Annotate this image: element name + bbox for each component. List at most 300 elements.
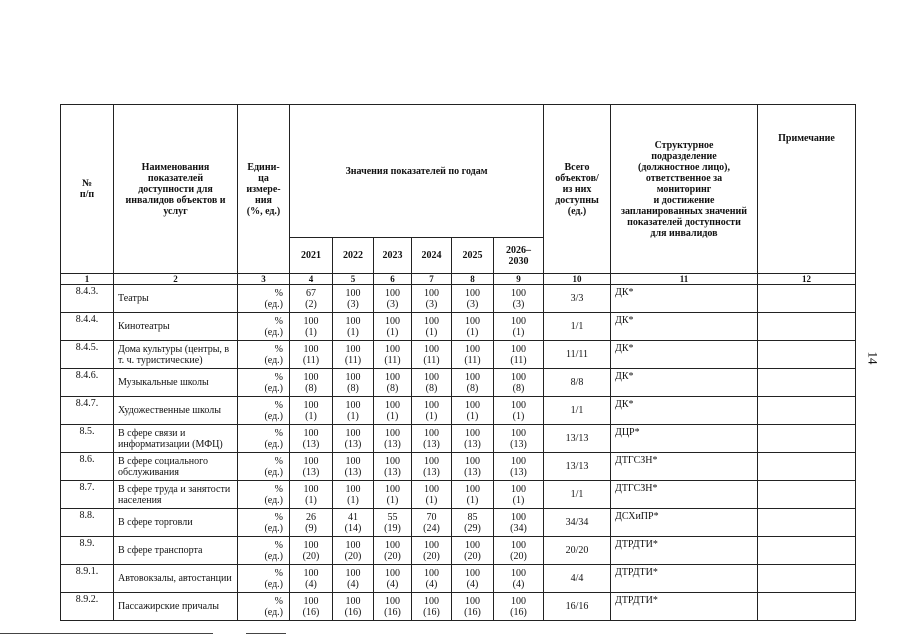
header-dept (611, 105, 758, 274)
cell-line: 55 (387, 511, 398, 523)
cell-line: (20) (464, 550, 481, 562)
value-cell (412, 453, 452, 481)
cell-line: (1) (386, 326, 399, 338)
cell-line: (9) (305, 522, 317, 534)
cell-line: (3) (386, 298, 399, 310)
column-number: 9 (494, 274, 544, 285)
note-cell (758, 341, 856, 369)
cell-line: (16) (344, 606, 362, 618)
header-name-text: Наименования показателей доступности для инвалидов объектов и услуг (125, 161, 226, 217)
note-cell (758, 565, 856, 593)
value-cell (374, 397, 412, 425)
cell-line: 85 (467, 511, 478, 523)
cell-line: (1) (512, 494, 525, 506)
value-cell (290, 565, 333, 593)
cell-line: (ед.) (264, 606, 283, 618)
value-cell (333, 397, 374, 425)
column-number: 1 (61, 274, 114, 285)
header-year (290, 238, 333, 274)
cell-line: % (274, 595, 283, 607)
cell-line: (11) (423, 354, 440, 366)
year-label: 2026– 2030 (506, 244, 531, 267)
indicator-name: Дома культуры (центры, в т. ч. туристические) (114, 341, 238, 369)
cell-line: (1) (425, 494, 438, 506)
cell-line: (1) (512, 326, 525, 338)
value-cell (412, 509, 452, 537)
value-cell (290, 509, 333, 537)
cell-line: 100 (424, 399, 439, 411)
department-cell: ДК* (611, 313, 758, 341)
row-number: 8.4.3. (61, 285, 114, 313)
value-cell (452, 369, 494, 397)
cell-line: 26 (306, 511, 316, 523)
cell-line: 100 (303, 595, 319, 607)
cell-line: (1) (305, 410, 317, 422)
cell-line: 100 (303, 567, 319, 579)
header-values-title-text: Значения показателей по годам (345, 165, 488, 177)
note-cell (758, 593, 856, 621)
unit-cell (238, 565, 290, 593)
cell-line: (20) (510, 550, 527, 562)
cell-line: (20) (344, 550, 362, 562)
cell-line: 100 (511, 595, 526, 607)
header-num-text: № п/п (79, 178, 95, 200)
row-number: 8.7. (61, 481, 114, 509)
cell-line: 100 (303, 399, 319, 411)
row-number: 8.9. (61, 537, 114, 565)
cell-line: 100 (424, 567, 439, 579)
unit-cell (238, 453, 290, 481)
department-cell: ДЦР* (611, 425, 758, 453)
header-year (374, 238, 412, 274)
cell-line: 100 (511, 315, 526, 327)
cell-line: 100 (345, 539, 361, 551)
cell-line: 100 (511, 287, 526, 299)
cell-line: (ед.) (264, 550, 283, 562)
cell-line: 100 (345, 483, 361, 495)
cell-line: 100 (465, 371, 480, 383)
value-cell (452, 565, 494, 593)
cell-line: 100 (345, 567, 361, 579)
table-row (61, 341, 856, 369)
unit-cell (238, 369, 290, 397)
cell-line: 100 (424, 315, 439, 327)
header-unit (238, 105, 290, 274)
department-cell: ДК* (611, 397, 758, 425)
cell-line: (11) (464, 354, 481, 366)
cell-line: (20) (384, 550, 401, 562)
cell-line: 100 (385, 455, 400, 467)
cell-line: (16) (464, 606, 481, 618)
value-cell (494, 313, 544, 341)
cell-line: (13) (384, 466, 401, 478)
column-number: 7 (412, 274, 452, 285)
cell-line: % (274, 511, 283, 523)
cell-line: (3) (466, 298, 479, 310)
cell-line: % (274, 427, 283, 439)
cell-line: 100 (465, 455, 480, 467)
cell-line: 100 (345, 455, 361, 467)
note-cell (758, 285, 856, 313)
column-number: 5 (333, 274, 374, 285)
value-cell (290, 341, 333, 369)
cell-line: 100 (345, 371, 361, 383)
cell-line: 100 (424, 455, 439, 467)
cell-line: 100 (424, 595, 439, 607)
value-cell (374, 565, 412, 593)
column-number: 10 (544, 274, 611, 285)
cell-line: (8) (347, 382, 359, 394)
cell-line: (19) (384, 522, 401, 534)
header-name (114, 105, 238, 274)
table-row (61, 425, 856, 453)
cell-line: 70 (426, 511, 437, 523)
cell-line: (ед.) (264, 298, 283, 310)
cell-line: 100 (303, 343, 319, 355)
value-cell (374, 313, 412, 341)
unit-cell (238, 285, 290, 313)
row-number: 8.4.4. (61, 313, 114, 341)
value-cell (412, 313, 452, 341)
value-cell (494, 425, 544, 453)
cell-line: 100 (511, 567, 526, 579)
cell-line: (8) (425, 382, 438, 394)
value-cell (333, 593, 374, 621)
value-cell (374, 425, 412, 453)
value-cell (494, 509, 544, 537)
total-cell: 13/13 (544, 425, 611, 453)
cell-line: (13) (510, 438, 527, 450)
indicator-name: В сфере транспорта (114, 537, 238, 565)
cell-line: (1) (425, 410, 438, 422)
department-cell: ДК* (611, 369, 758, 397)
cell-line: 100 (385, 343, 400, 355)
value-cell (290, 425, 333, 453)
note-cell (758, 537, 856, 565)
cell-line: 100 (465, 567, 480, 579)
row-number: 8.4.7. (61, 397, 114, 425)
table-row (61, 397, 856, 425)
header-dept-text: Структурное подразделение (должностное лицо), ответственное за мониторинг и достижение запланированных значений показателей доступности для инвалидов (620, 139, 748, 239)
cell-line: 100 (465, 539, 480, 551)
cell-line: 100 (385, 539, 400, 551)
total-cell: 1/1 (544, 481, 611, 509)
table-row (61, 565, 856, 593)
cell-line: 100 (345, 399, 361, 411)
department-cell: ДСХиПР* (611, 509, 758, 537)
cell-line: % (274, 567, 283, 579)
cell-line: 100 (303, 455, 319, 467)
value-cell (452, 481, 494, 509)
table-row (61, 481, 856, 509)
column-number: 6 (374, 274, 412, 285)
cell-line: (4) (512, 578, 525, 590)
value-cell (452, 285, 494, 313)
cell-line: (1) (466, 326, 479, 338)
cell-line: % (274, 455, 283, 467)
value-cell (374, 481, 412, 509)
cell-line: (4) (425, 578, 438, 590)
cell-line: 67 (306, 287, 316, 299)
value-cell (333, 481, 374, 509)
cell-line: (ед.) (264, 466, 283, 478)
value-cell (452, 425, 494, 453)
value-cell (494, 397, 544, 425)
note-cell (758, 509, 856, 537)
department-cell: ДТРДТИ* (611, 537, 758, 565)
column-numbers-row (61, 274, 856, 285)
row-number: 8.4.5. (61, 341, 114, 369)
cell-line: 100 (345, 315, 361, 327)
cell-line: (11) (302, 354, 320, 366)
cell-line: 100 (424, 287, 439, 299)
cell-line: (13) (384, 438, 401, 450)
value-cell (290, 453, 333, 481)
value-cell (333, 453, 374, 481)
value-cell (374, 509, 412, 537)
table-row (61, 509, 856, 537)
value-cell (452, 313, 494, 341)
cell-line: (3) (425, 298, 438, 310)
cell-line: (8) (386, 382, 399, 394)
cell-line: (ед.) (264, 410, 283, 422)
cell-line: (3) (347, 298, 359, 310)
indicator-name: Театры (114, 285, 238, 313)
cell-line: (1) (305, 326, 317, 338)
year-label: 2024 (421, 250, 442, 261)
unit-cell (238, 313, 290, 341)
row-number: 8.4.6. (61, 369, 114, 397)
cell-line: 100 (345, 287, 361, 299)
value-cell (494, 341, 544, 369)
value-cell (374, 453, 412, 481)
column-number: 2 (114, 274, 238, 285)
value-cell (333, 313, 374, 341)
table-row (61, 313, 856, 341)
indicator-name: Художественные школы (114, 397, 238, 425)
header-num (61, 105, 114, 274)
cell-line: 100 (385, 315, 400, 327)
cell-line: (ед.) (264, 382, 283, 394)
unit-cell (238, 425, 290, 453)
table-row (61, 537, 856, 565)
cell-line: (2) (305, 298, 317, 310)
cell-line: 100 (385, 287, 400, 299)
unit-cell (238, 509, 290, 537)
cell-line: (ед.) (264, 522, 283, 534)
cell-line: % (274, 399, 283, 411)
value-cell (333, 285, 374, 313)
note-cell (758, 369, 856, 397)
indicator-name: В сфере связи и информатизации (МФЦ) (114, 425, 238, 453)
cell-line: (8) (466, 382, 479, 394)
cell-line: (3) (512, 298, 525, 310)
cell-line: 100 (303, 539, 319, 551)
cell-line: (1) (386, 410, 399, 422)
cell-line: (ед.) (264, 578, 283, 590)
value-cell (374, 593, 412, 621)
cell-line: (1) (466, 410, 479, 422)
cell-line: (20) (302, 550, 320, 562)
column-number: 8 (452, 274, 494, 285)
cell-line: (1) (347, 410, 359, 422)
value-cell (374, 341, 412, 369)
value-cell (452, 453, 494, 481)
total-cell: 13/13 (544, 453, 611, 481)
row-number: 8.8. (61, 509, 114, 537)
cell-line: (16) (510, 606, 527, 618)
value-cell (333, 425, 374, 453)
cell-line: 100 (424, 427, 439, 439)
department-cell: ДК* (611, 341, 758, 369)
value-cell (374, 369, 412, 397)
total-cell: 1/1 (544, 397, 611, 425)
value-cell (452, 341, 494, 369)
indicator-name: Пассажирские причалы (114, 593, 238, 621)
value-cell (333, 537, 374, 565)
cell-line: 100 (465, 483, 480, 495)
cell-line: (13) (344, 466, 362, 478)
cell-line: (1) (466, 494, 479, 506)
cell-line: % (274, 539, 283, 551)
cell-line: (13) (423, 466, 440, 478)
value-cell (374, 285, 412, 313)
total-cell: 8/8 (544, 369, 611, 397)
value-cell (290, 593, 333, 621)
value-cell (412, 397, 452, 425)
cell-line: (8) (305, 382, 317, 394)
cell-line: (1) (425, 326, 438, 338)
value-cell (452, 593, 494, 621)
cell-line: 100 (424, 343, 439, 355)
cell-line: 100 (511, 343, 526, 355)
total-cell: 16/16 (544, 593, 611, 621)
cell-line: (1) (347, 494, 359, 506)
cell-line: (13) (344, 438, 362, 450)
cell-line: 100 (465, 315, 480, 327)
cell-line: (ед.) (264, 438, 283, 450)
value-cell (412, 369, 452, 397)
header-year (452, 238, 494, 274)
cell-line: (13) (302, 438, 320, 450)
header-total (544, 105, 611, 274)
value-cell (290, 537, 333, 565)
cell-line: (16) (423, 606, 440, 618)
value-cell (494, 453, 544, 481)
row-number: 8.5. (61, 425, 114, 453)
cell-line: 100 (385, 595, 400, 607)
cell-line: (4) (386, 578, 399, 590)
cell-line: (29) (464, 522, 481, 534)
cell-line: (11) (344, 354, 362, 366)
value-cell (333, 369, 374, 397)
value-cell (290, 397, 333, 425)
cell-line: 100 (511, 371, 526, 383)
cell-line: 100 (345, 343, 361, 355)
header-total-text: Всего объектов/ из них доступны (ед.) (555, 161, 599, 217)
indicator-name: В сфере социального обслуживания (114, 453, 238, 481)
department-cell: ДТРДТИ* (611, 593, 758, 621)
cell-line: (34) (510, 522, 527, 534)
table-row (61, 593, 856, 621)
cell-line: 100 (303, 371, 319, 383)
value-cell (290, 369, 333, 397)
indicator-name: Автовокзалы, автостанции (114, 565, 238, 593)
value-cell (452, 537, 494, 565)
value-cell (412, 425, 452, 453)
value-cell (412, 565, 452, 593)
value-cell (333, 509, 374, 537)
header-unit-text: Едини- ца измере- ния (%, ед.) (246, 161, 281, 217)
cell-line: (16) (384, 606, 401, 618)
cell-line: 100 (385, 371, 400, 383)
header-year (333, 238, 374, 274)
cell-line: 100 (511, 511, 526, 523)
table-row (61, 369, 856, 397)
value-cell (494, 285, 544, 313)
note-cell (758, 425, 856, 453)
indicator-name: В сфере труда и занятости населения (114, 481, 238, 509)
column-number: 12 (758, 274, 856, 285)
row-number: 8.9.2. (61, 593, 114, 621)
department-cell: ДТРДТИ* (611, 565, 758, 593)
cell-line: 100 (385, 399, 400, 411)
cell-line: (13) (423, 438, 440, 450)
indicator-name: В сфере торговли (114, 509, 238, 537)
cell-line: 100 (511, 483, 526, 495)
header-values-title (290, 105, 544, 238)
cell-line: (11) (384, 354, 401, 366)
cell-line: 100 (511, 427, 526, 439)
value-cell (412, 341, 452, 369)
value-cell (412, 481, 452, 509)
cell-line: 100 (465, 595, 480, 607)
column-number: 11 (611, 274, 758, 285)
total-cell: 1/1 (544, 313, 611, 341)
cell-line: (1) (386, 494, 399, 506)
cell-line: 100 (385, 567, 400, 579)
cell-line: (13) (464, 466, 481, 478)
cell-line: (11) (510, 354, 527, 366)
table-row (61, 453, 856, 481)
value-cell (494, 593, 544, 621)
cell-line: 100 (385, 427, 400, 439)
value-cell (412, 537, 452, 565)
cell-line: 100 (345, 595, 361, 607)
cell-line: (14) (344, 522, 362, 534)
department-cell: ДТГСЗН* (611, 481, 758, 509)
cell-line: % (274, 315, 283, 327)
note-cell (758, 453, 856, 481)
unit-cell (238, 537, 290, 565)
indicator-name: Кинотеатры (114, 313, 238, 341)
department-cell: ДТГСЗН* (611, 453, 758, 481)
value-cell (333, 341, 374, 369)
cell-line: 100 (465, 399, 480, 411)
cell-line: (1) (512, 410, 525, 422)
row-number: 8.6. (61, 453, 114, 481)
unit-cell (238, 341, 290, 369)
cell-line: (1) (347, 326, 359, 338)
value-cell (290, 285, 333, 313)
value-cell (290, 481, 333, 509)
cell-line: (ед.) (264, 494, 283, 506)
cell-line: 100 (303, 315, 319, 327)
cell-line: 41 (348, 511, 358, 523)
indicators-table (60, 104, 856, 621)
cell-line: (ед.) (264, 354, 283, 366)
value-cell (452, 397, 494, 425)
